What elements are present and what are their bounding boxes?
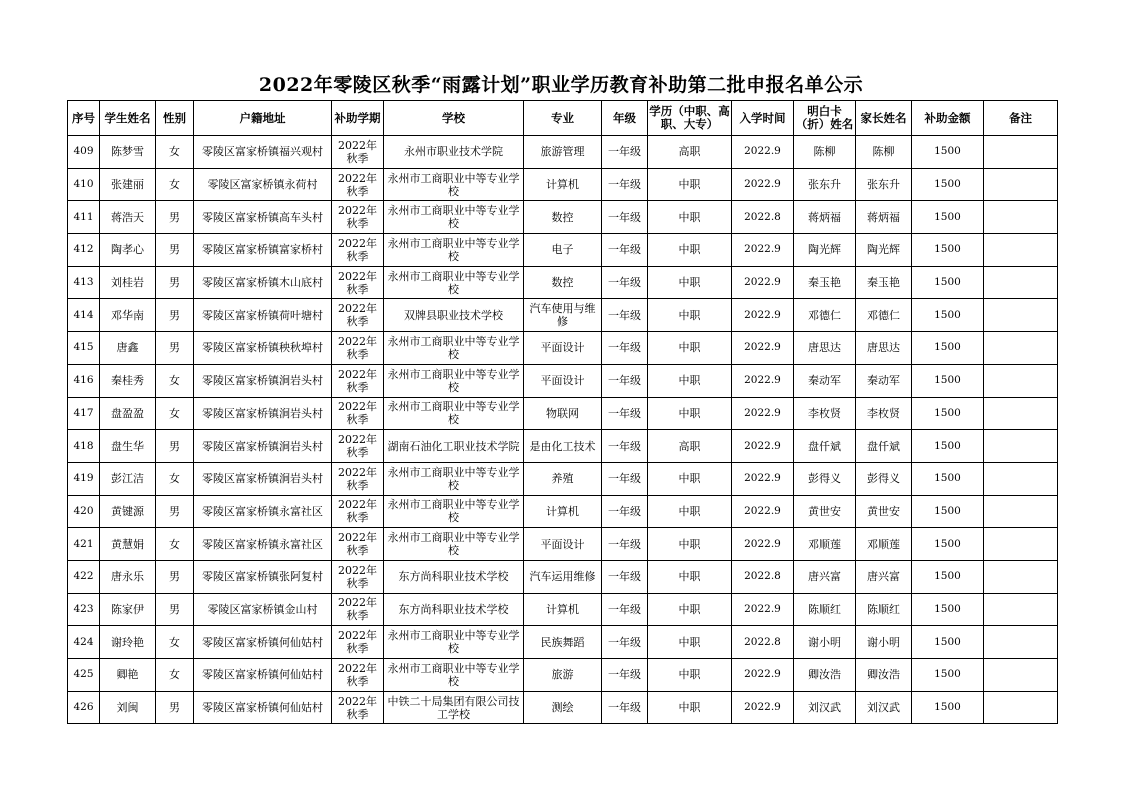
header-row: [68, 101, 1058, 136]
table-cell: 2022年秋季: [332, 560, 384, 593]
table-cell: 零陵区富家桥镇何仙姑村: [194, 691, 332, 724]
table-cell: 2022.8: [732, 201, 794, 234]
table-row: [68, 659, 1058, 692]
column-header: 学校: [384, 101, 524, 136]
table-cell: 盘盈盈: [100, 397, 156, 430]
table-cell: 数控: [524, 266, 602, 299]
table-cell: 彭得义: [794, 462, 856, 495]
table-row: [68, 528, 1058, 561]
table-row: [68, 691, 1058, 724]
table-cell: 高职: [648, 430, 732, 463]
table-cell: 1500: [912, 201, 984, 234]
table-cell: 零陵区富家桥镇何仙姑村: [194, 659, 332, 692]
table-cell: 426: [68, 691, 100, 724]
table-cell: 女: [156, 136, 194, 169]
table-cell: 2022.9: [732, 528, 794, 561]
table-cell: 2022.8: [732, 560, 794, 593]
table-cell: 413: [68, 266, 100, 299]
table-cell: 一年级: [602, 364, 648, 397]
table-cell: [984, 430, 1058, 463]
table-cell: 中职: [648, 462, 732, 495]
page-title: 2022年零陵区秋季“雨露计划”职业学历教育补助第二批申报名单公示: [258, 74, 864, 96]
table-cell: 2022.9: [732, 266, 794, 299]
table-cell: 2022年秋季: [332, 299, 384, 332]
table-cell: 一年级: [602, 462, 648, 495]
table-cell: 湖南石油化工职业技术学院: [384, 430, 524, 463]
table-cell: 刘汉武: [856, 691, 912, 724]
table-cell: 汽车使用与维修: [524, 299, 602, 332]
table-cell: 李枚贤: [794, 397, 856, 430]
table-cell: [984, 593, 1058, 626]
table-cell: 邓德仁: [856, 299, 912, 332]
table-cell: 1500: [912, 299, 984, 332]
table-cell: 一年级: [602, 201, 648, 234]
column-header: 入学时间: [732, 101, 794, 136]
table-cell: 民族舞蹈: [524, 626, 602, 659]
table-row: [68, 593, 1058, 626]
table-cell: 邓顺莲: [856, 528, 912, 561]
table-cell: 卿汝浩: [794, 659, 856, 692]
table-cell: 汽车运用维修: [524, 560, 602, 593]
table-cell: 1500: [912, 234, 984, 267]
table-cell: 2022.9: [732, 462, 794, 495]
table-cell: 平面设计: [524, 364, 602, 397]
table-cell: 2022年秋季: [332, 201, 384, 234]
table-cell: 一年级: [602, 528, 648, 561]
table-cell: 陶光辉: [856, 234, 912, 267]
table-cell: 1500: [912, 626, 984, 659]
table-cell: 一年级: [602, 560, 648, 593]
table-cell: 零陵区富家桥镇金山村: [194, 593, 332, 626]
column-header: 学生姓名: [100, 101, 156, 136]
table-cell: 永州市职业技术学院: [384, 136, 524, 169]
table-cell: 永州市工商职业中等专业学校: [384, 659, 524, 692]
table-cell: 陶孝心: [100, 234, 156, 267]
column-header: 补助学期: [332, 101, 384, 136]
column-header: 户籍地址: [194, 101, 332, 136]
table-cell: 2022年秋季: [332, 364, 384, 397]
table-cell: 2022年秋季: [332, 462, 384, 495]
table-cell: [984, 626, 1058, 659]
table-cell: 谢玲艳: [100, 626, 156, 659]
table-cell: 417: [68, 397, 100, 430]
table-cell: 女: [156, 528, 194, 561]
table-cell: 一年级: [602, 299, 648, 332]
table-cell: 秦动军: [794, 364, 856, 397]
table-cell: [984, 495, 1058, 528]
table-cell: 425: [68, 659, 100, 692]
table-cell: 1500: [912, 495, 984, 528]
table-cell: 1500: [912, 462, 984, 495]
table-cell: 计算机: [524, 593, 602, 626]
table-cell: 是由化工技术: [524, 430, 602, 463]
table-cell: 谢小明: [794, 626, 856, 659]
table-cell: 中职: [648, 299, 732, 332]
table-row: [68, 299, 1058, 332]
table-cell: 2022.9: [732, 332, 794, 365]
table-cell: [984, 560, 1058, 593]
table-cell: 中职: [648, 593, 732, 626]
table-cell: 卿艳: [100, 659, 156, 692]
table-body: [68, 136, 1058, 724]
table-cell: 女: [156, 659, 194, 692]
column-header: 年级: [602, 101, 648, 136]
column-header: 明白卡（折）姓名: [794, 101, 856, 136]
table-cell: 418: [68, 430, 100, 463]
table-cell: 2022.9: [732, 430, 794, 463]
table-cell: 平面设计: [524, 332, 602, 365]
table-cell: 邓华南: [100, 299, 156, 332]
table-cell: 永州市工商职业中等专业学校: [384, 495, 524, 528]
table-cell: 2022.9: [732, 691, 794, 724]
table-cell: 男: [156, 560, 194, 593]
table-cell: 张建丽: [100, 168, 156, 201]
table-cell: 男: [156, 332, 194, 365]
table-cell: [984, 364, 1058, 397]
table-cell: 零陵区富家桥镇涧岩头村: [194, 462, 332, 495]
table-cell: 中职: [648, 364, 732, 397]
table-cell: 唐兴富: [794, 560, 856, 593]
table-cell: 彭江洁: [100, 462, 156, 495]
table-cell: [984, 659, 1058, 692]
table-cell: 数控: [524, 201, 602, 234]
table-cell: 2022.9: [732, 495, 794, 528]
table-cell: 2022.9: [732, 364, 794, 397]
table-cell: [984, 462, 1058, 495]
table-cell: 唐思达: [794, 332, 856, 365]
table-cell: 一年级: [602, 397, 648, 430]
table-cell: 男: [156, 430, 194, 463]
table-cell: 409: [68, 136, 100, 169]
table-cell: [984, 266, 1058, 299]
table-row: [68, 364, 1058, 397]
table-cell: 1500: [912, 136, 984, 169]
table-cell: 盘仟斌: [794, 430, 856, 463]
table-cell: 养殖: [524, 462, 602, 495]
table-cell: 422: [68, 560, 100, 593]
table-cell: 423: [68, 593, 100, 626]
table-cell: 1500: [912, 430, 984, 463]
table-cell: 高职: [648, 136, 732, 169]
table-cell: 一年级: [602, 168, 648, 201]
table-cell: 1500: [912, 528, 984, 561]
table-cell: 2022.8: [732, 626, 794, 659]
table-cell: 黄键源: [100, 495, 156, 528]
table-cell: [984, 691, 1058, 724]
table-cell: 永州市工商职业中等专业学校: [384, 234, 524, 267]
table-cell: 刘桂岩: [100, 266, 156, 299]
table-cell: 旅游管理: [524, 136, 602, 169]
table-cell: 零陵区富家桥镇涧岩头村: [194, 430, 332, 463]
table-cell: 刘汉武: [794, 691, 856, 724]
table-cell: 1500: [912, 364, 984, 397]
table-cell: 黄慧娟: [100, 528, 156, 561]
column-header: 学历（中职、高职、大专）: [648, 101, 732, 136]
table-cell: 2022年秋季: [332, 528, 384, 561]
table-cell: [984, 397, 1058, 430]
table-cell: 一年级: [602, 593, 648, 626]
table-cell: 2022年秋季: [332, 136, 384, 169]
table-cell: 中职: [648, 234, 732, 267]
table-cell: 2022年秋季: [332, 495, 384, 528]
table-row: [68, 462, 1058, 495]
table-cell: 2022.9: [732, 234, 794, 267]
table-cell: 2022年秋季: [332, 266, 384, 299]
table-cell: 中铁二十局集团有限公司技工学校: [384, 691, 524, 724]
table-cell: 物联网: [524, 397, 602, 430]
table-cell: 秦玉艳: [794, 266, 856, 299]
table-cell: 2022年秋季: [332, 332, 384, 365]
column-header: 专业: [524, 101, 602, 136]
table-cell: 一年级: [602, 136, 648, 169]
table-cell: 2022年秋季: [332, 593, 384, 626]
table-cell: 陈梦雪: [100, 136, 156, 169]
table-cell: 计算机: [524, 168, 602, 201]
table-cell: 黄世安: [794, 495, 856, 528]
table-cell: 永州市工商职业中等专业学校: [384, 626, 524, 659]
table-row: [68, 266, 1058, 299]
table-cell: 蒋浩天: [100, 201, 156, 234]
table-cell: 刘闽: [100, 691, 156, 724]
table-cell: 永州市工商职业中等专业学校: [384, 397, 524, 430]
table-cell: 1500: [912, 659, 984, 692]
table-cell: 唐永乐: [100, 560, 156, 593]
table-cell: 男: [156, 691, 194, 724]
table-cell: 零陵区富家桥镇张阿复村: [194, 560, 332, 593]
table-cell: 421: [68, 528, 100, 561]
table-cell: 东方尚科职业技术学校: [384, 560, 524, 593]
table-cell: 盘生华: [100, 430, 156, 463]
table-cell: 中职: [648, 201, 732, 234]
table-cell: 陈顺红: [856, 593, 912, 626]
table-cell: 中职: [648, 495, 732, 528]
table-cell: 女: [156, 462, 194, 495]
table-cell: 零陵区富家桥镇永富社区: [194, 528, 332, 561]
table-row: [68, 626, 1058, 659]
table-cell: 零陵区富家桥镇福兴观村: [194, 136, 332, 169]
table-cell: 电子: [524, 234, 602, 267]
table-cell: 谢小明: [856, 626, 912, 659]
table-cell: 男: [156, 266, 194, 299]
table-cell: 零陵区富家桥镇永富社区: [194, 495, 332, 528]
table-cell: 陶光辉: [794, 234, 856, 267]
table-cell: 1500: [912, 593, 984, 626]
column-header: 家长姓名: [856, 101, 912, 136]
table-cell: 一年级: [602, 691, 648, 724]
table-cell: 2022.9: [732, 136, 794, 169]
table-cell: 2022年秋季: [332, 626, 384, 659]
table-cell: 一年级: [602, 495, 648, 528]
table-cell: 一年级: [602, 626, 648, 659]
table-cell: 平面设计: [524, 528, 602, 561]
table-cell: 永州市工商职业中等专业学校: [384, 462, 524, 495]
table-cell: 测绘: [524, 691, 602, 724]
table-cell: 416: [68, 364, 100, 397]
table-cell: 永州市工商职业中等专业学校: [384, 266, 524, 299]
table-cell: 中职: [648, 266, 732, 299]
table-cell: 盘仟斌: [856, 430, 912, 463]
table-cell: 秦桂秀: [100, 364, 156, 397]
table-cell: 女: [156, 364, 194, 397]
table-cell: 424: [68, 626, 100, 659]
table-cell: 414: [68, 299, 100, 332]
table-cell: 零陵区富家桥镇木山底村: [194, 266, 332, 299]
table-cell: 中职: [648, 691, 732, 724]
table-cell: 1500: [912, 168, 984, 201]
table-cell: 2022年秋季: [332, 430, 384, 463]
table-cell: 秦玉艳: [856, 266, 912, 299]
table-cell: 2022年秋季: [332, 234, 384, 267]
table-cell: 男: [156, 299, 194, 332]
table-cell: 2022.9: [732, 593, 794, 626]
column-header: 备注: [984, 101, 1058, 136]
table-cell: 零陵区富家桥镇涧岩头村: [194, 397, 332, 430]
column-header: 补助金额: [912, 101, 984, 136]
table-cell: 零陵区富家桥镇荷叶塘村: [194, 299, 332, 332]
table-cell: 1500: [912, 560, 984, 593]
table-cell: 永州市工商职业中等专业学校: [384, 364, 524, 397]
table-cell: 411: [68, 201, 100, 234]
table-cell: 邓德仁: [794, 299, 856, 332]
table-row: [68, 234, 1058, 267]
table-cell: 东方尚科职业技术学校: [384, 593, 524, 626]
table-cell: 彭得义: [856, 462, 912, 495]
table-row: [68, 201, 1058, 234]
table-cell: [984, 299, 1058, 332]
table-cell: 中职: [648, 397, 732, 430]
table-cell: 陈柳: [856, 136, 912, 169]
table-cell: 永州市工商职业中等专业学校: [384, 528, 524, 561]
table-cell: 蒋炳福: [856, 201, 912, 234]
table-cell: 唐思达: [856, 332, 912, 365]
table-cell: 2022年秋季: [332, 397, 384, 430]
table-cell: 陈顺红: [794, 593, 856, 626]
table-cell: 一年级: [602, 234, 648, 267]
table-cell: 黄世安: [856, 495, 912, 528]
table-cell: 419: [68, 462, 100, 495]
table-row: [68, 397, 1058, 430]
table-cell: 415: [68, 332, 100, 365]
table-row: [68, 168, 1058, 201]
table-cell: 男: [156, 201, 194, 234]
table-cell: [984, 528, 1058, 561]
table-cell: 陈柳: [794, 136, 856, 169]
table-cell: 零陵区富家桥镇永荷村: [194, 168, 332, 201]
table-cell: 2022.9: [732, 299, 794, 332]
table-cell: 2022.9: [732, 397, 794, 430]
table-cell: 2022年秋季: [332, 691, 384, 724]
table-cell: 中职: [648, 332, 732, 365]
table-cell: 412: [68, 234, 100, 267]
table-cell: 男: [156, 593, 194, 626]
table-cell: 零陵区富家桥镇何仙姑村: [194, 626, 332, 659]
table-cell: 零陵区富家桥镇涧岩头村: [194, 364, 332, 397]
table-cell: 零陵区富家桥镇富家桥村: [194, 234, 332, 267]
table-cell: 中职: [648, 659, 732, 692]
table-cell: 一年级: [602, 332, 648, 365]
table-cell: 中职: [648, 560, 732, 593]
table-cell: 李枚贤: [856, 397, 912, 430]
table-row: [68, 430, 1058, 463]
table-cell: 1500: [912, 266, 984, 299]
table-cell: 永州市工商职业中等专业学校: [384, 168, 524, 201]
table-cell: 陈家伊: [100, 593, 156, 626]
table-cell: 唐鑫: [100, 332, 156, 365]
roster-table: [67, 100, 1058, 724]
table-cell: 女: [156, 168, 194, 201]
table-cell: 秦动军: [856, 364, 912, 397]
table-cell: 唐兴富: [856, 560, 912, 593]
table-cell: [984, 201, 1058, 234]
column-header: 序号: [68, 101, 100, 136]
table-cell: 张东升: [794, 168, 856, 201]
table-row: [68, 332, 1058, 365]
table-cell: 2022.9: [732, 168, 794, 201]
table-cell: 中职: [648, 528, 732, 561]
table-cell: 一年级: [602, 266, 648, 299]
table-row: [68, 560, 1058, 593]
table-cell: 2022年秋季: [332, 168, 384, 201]
table-cell: 卿汝浩: [856, 659, 912, 692]
column-header: 性别: [156, 101, 194, 136]
table-cell: 2022.9: [732, 659, 794, 692]
table-cell: 男: [156, 495, 194, 528]
table-cell: 一年级: [602, 659, 648, 692]
table-row: [68, 495, 1058, 528]
table-cell: 1500: [912, 397, 984, 430]
table-cell: 女: [156, 397, 194, 430]
table-cell: 零陵区富家桥镇高车头村: [194, 201, 332, 234]
table-cell: 410: [68, 168, 100, 201]
table-cell: [984, 168, 1058, 201]
table-cell: 男: [156, 234, 194, 267]
table-cell: 蒋炳福: [794, 201, 856, 234]
table-cell: 邓顺莲: [794, 528, 856, 561]
table-cell: 计算机: [524, 495, 602, 528]
table-cell: 永州市工商职业中等专业学校: [384, 201, 524, 234]
table-cell: 中职: [648, 626, 732, 659]
table-cell: 女: [156, 626, 194, 659]
table-cell: [984, 332, 1058, 365]
table-cell: 1500: [912, 332, 984, 365]
table-cell: 旅游: [524, 659, 602, 692]
table-cell: 张东升: [856, 168, 912, 201]
table-cell: 2022年秋季: [332, 659, 384, 692]
table-cell: [984, 136, 1058, 169]
table-cell: 永州市工商职业中等专业学校: [384, 332, 524, 365]
table-cell: 1500: [912, 691, 984, 724]
table-row: [68, 136, 1058, 169]
table-cell: 420: [68, 495, 100, 528]
table-cell: 一年级: [602, 430, 648, 463]
table-cell: [984, 234, 1058, 267]
table-cell: 双牌县职业技术学校: [384, 299, 524, 332]
table-cell: 中职: [648, 168, 732, 201]
table-cell: 零陵区富家桥镇秧秋埠村: [194, 332, 332, 365]
